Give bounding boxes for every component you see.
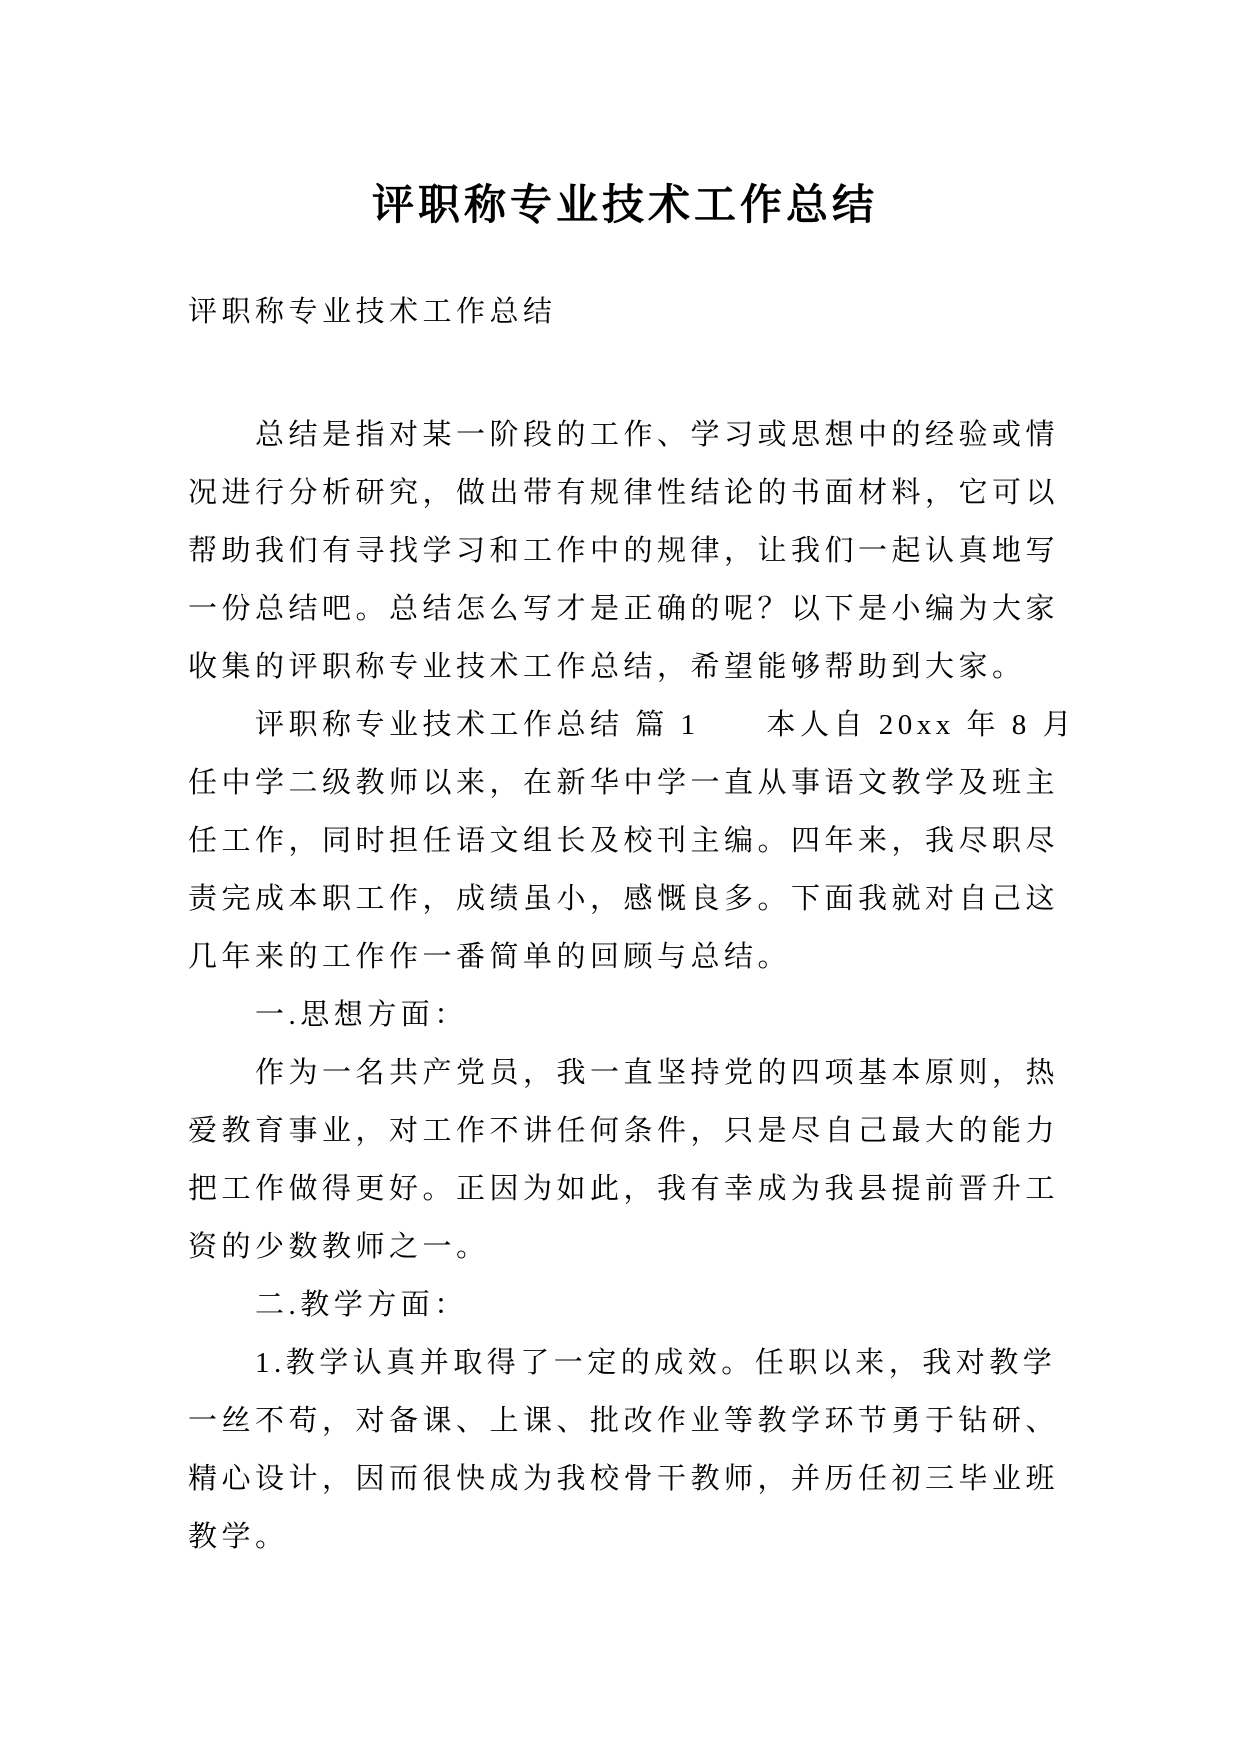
text-line: 评职称专业技术工作总结 篇 1 本人自 20xx 年 8 月 [255, 709, 1077, 741]
text-line: 二.教学方面： [255, 1289, 468, 1321]
text-line: 作为一名共产党员，我一直坚持党的四项基本原则，热 [255, 1057, 1060, 1089]
document-title: 评职称专业技术工作总结 [371, 181, 878, 229]
text-line: 总结是指对某一阶段的工作、学习或思想中的经验或情 [255, 419, 1060, 451]
text-line: 一份总结吧。总结怎么写才是正确的呢？以下是小编为大家 [188, 593, 1060, 625]
text-line: 况进行分析研究，做出带有规律性结论的书面材料，它可以 [188, 477, 1060, 509]
text-line: 教学。 [188, 1521, 289, 1553]
text-line: 1.教学认真并取得了一定的成效。任职以来，我对教学 [255, 1347, 1057, 1379]
document-body [188, 406, 1077, 1566]
text-line: 资的少数教师之一。 [188, 1231, 490, 1263]
text-line: 收集的评职称专业技术工作总结，希望能够帮助到大家。 [188, 651, 1026, 683]
text-line: 几年来的工作作一番简单的回顾与总结。 [188, 941, 792, 973]
text-line: 精心设计，因而很快成为我校骨干教师，并历任初三毕业班 [188, 1463, 1060, 1495]
text-line: 爱教育事业，对工作不讲任何条件，只是尽自己最大的能力 [188, 1115, 1060, 1147]
text-line: 帮助我们有寻找学习和工作中的规律，让我们一起认真地写 [188, 535, 1060, 567]
text-line: 责完成本职工作，成绩虽小，感慨良多。下面我就对自己这 [188, 883, 1060, 915]
text-line: 一.思想方面： [255, 999, 468, 1031]
text-line: 任工作，同时担任语文组长及校刊主编。四年来，我尽职尽 [188, 825, 1060, 857]
document-subtitle: 评职称专业技术工作总结 [188, 296, 557, 328]
text-line: 把工作做得更好。正因为如此，我有幸成为我县提前晋升工 [188, 1173, 1060, 1205]
text-line: 任中学二级教师以来，在新华中学一直从事语文教学及班主 [188, 767, 1060, 799]
text-line: 一丝不苟，对备课、上课、批改作业等教学环节勇于钻研、 [188, 1405, 1060, 1437]
